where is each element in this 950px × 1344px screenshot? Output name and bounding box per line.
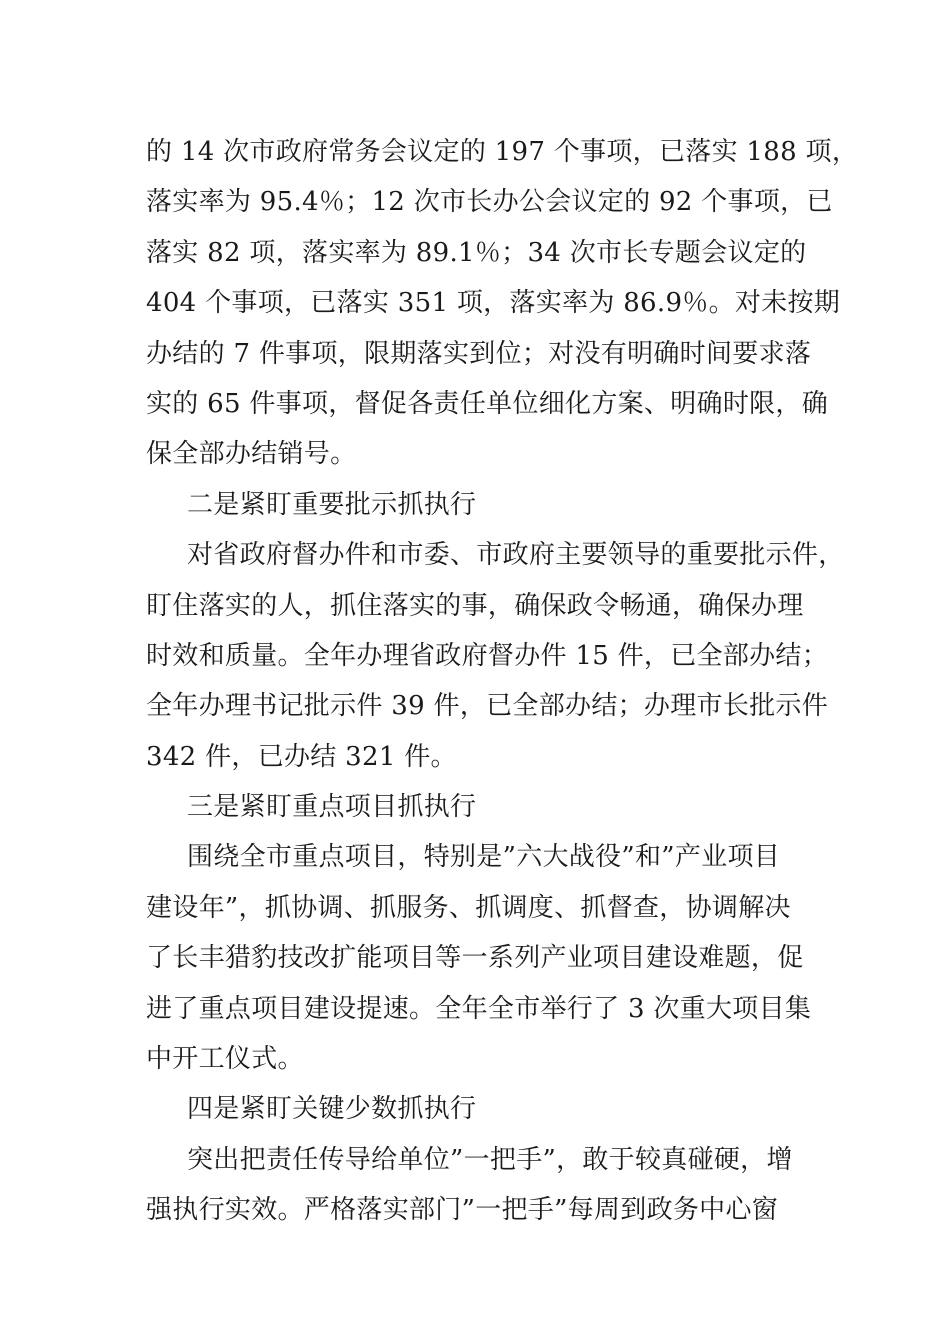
text-line-18: 进了重点项目建设提速。全年全市举行了 3 次重大项目集 bbox=[146, 993, 812, 1024]
text-line-5: 办结的 7 件事项，限期落实到位；对没有明确时间要求落 bbox=[146, 338, 812, 369]
text-line-21: 突出把责任传导给单位”一把手”，敢于较真碰硬，增 bbox=[187, 1144, 793, 1175]
text-line-11: 时效和质量。全年办理省政府督办件 15 件，已全部办结； bbox=[146, 640, 829, 671]
section-heading-3: 三是紧盯重点项目抓执行 bbox=[187, 792, 477, 823]
text-line-17: 了长丰猎豹技改扩能项目等一系列产业项目建设难题，促 bbox=[146, 943, 804, 974]
section-heading-2: 二是紧盯重要批示抓执行 bbox=[187, 489, 477, 520]
text-line-19: 中开工仪式。 bbox=[146, 1044, 304, 1075]
text-line-12: 全年办理书记批示件 39 件，已全部办结；办理市长批示件 bbox=[146, 691, 829, 722]
section-heading-4: 四是紧盯关键少数抓执行 bbox=[187, 1094, 477, 1125]
text-line-6: 实的 65 件事项，督促各责任单位细化方案、明确时限，确 bbox=[146, 388, 829, 419]
text-line-10: 盯住落实的人，抓住落实的事，确保政令畅通，确保办理 bbox=[146, 590, 804, 621]
text-line-2: 落实率为 95.4％；12 次市长办公会议定的 92 个事项，已 bbox=[146, 187, 833, 218]
text-line-13: 342 件，已办结 321 件。 bbox=[146, 741, 457, 772]
document-body bbox=[146, 127, 859, 1236]
text-line-15: 围绕全市重点项目，特别是”六大战役”和”产业项目 bbox=[187, 842, 781, 873]
text-line-22: 强执行实效。严格落实部门”一把手”每周到政务中心窗 bbox=[146, 1195, 779, 1226]
text-line-3: 落实 82 项，落实率为 89.1％；34 次市长专题会议定的 bbox=[146, 237, 807, 268]
text-line-4: 404 个事项，已落实 351 项，落实率为 86.9％。对未按期 bbox=[146, 288, 841, 319]
text-line-9: 对省政府督办件和市委、市政府主要领导的重要批示件， bbox=[187, 540, 845, 571]
text-line-7: 保全部办结销号。 bbox=[146, 439, 357, 470]
text-line-16: 建设年”，抓协调、抓服务、抓调度、抓督查，协调解决 bbox=[146, 892, 791, 923]
text-line-1: 的 14 次市政府常务会议定的 197 个事项，已落实 188 项， bbox=[146, 137, 859, 167]
